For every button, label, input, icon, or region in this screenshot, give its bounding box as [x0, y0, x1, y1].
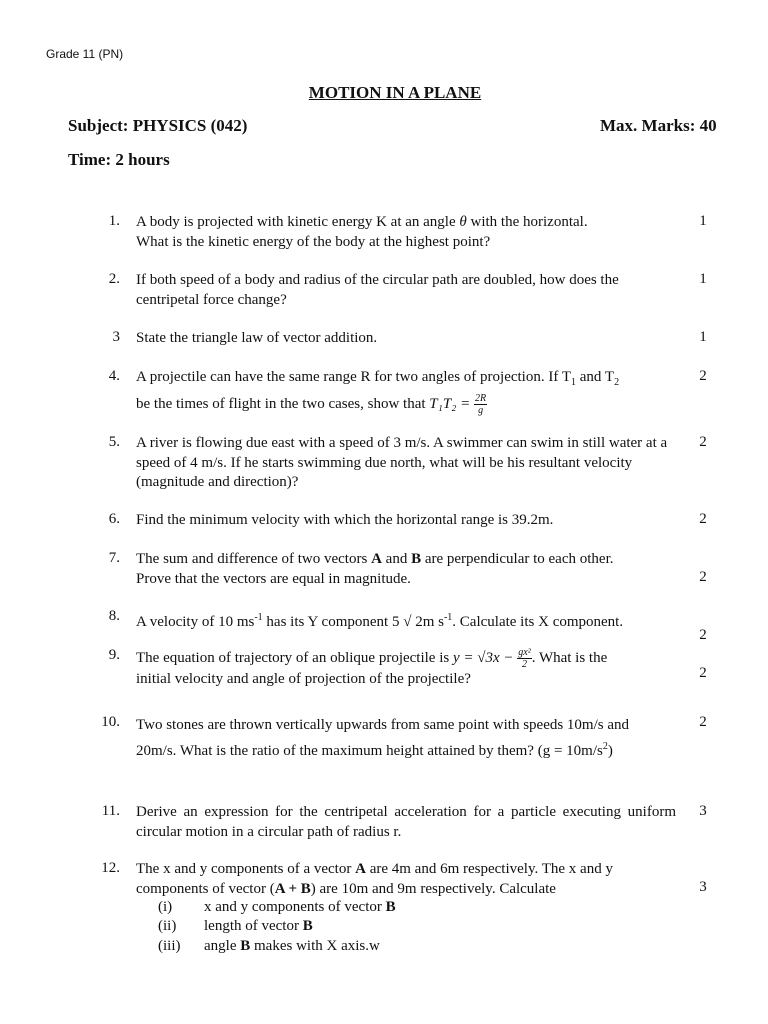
question-number: 3	[112, 329, 120, 345]
grade-label: Grade 11 (PN)	[46, 47, 124, 61]
time-label: Time: 2 hours	[68, 150, 170, 169]
question-marks: 2	[699, 627, 707, 643]
question-marks: 2	[699, 434, 707, 450]
question-text: A river is flowing due east with a speed of 3 m/s. A swimmer can swim in still water at a speed of 4 m/s. If he starts swimming due north, what will be his resultant velocity (magnitude and direction)?	[136, 435, 668, 490]
question-marks: 1	[699, 213, 707, 229]
fraction: $\frac{\text{gx²}}{2}$	[518, 647, 531, 670]
fraction: $\frac{2R}{g}$	[475, 392, 487, 416]
question-marks: 3	[699, 803, 707, 819]
question-text: If both speed of a body and radius of the circular path are doubled, how does the centripetal force change?	[136, 272, 619, 308]
sub-part-text: angle B makes with X axis.w	[204, 938, 380, 954]
sub-part-label: (iii)	[158, 938, 181, 954]
sub-part-label: (i)	[158, 899, 173, 915]
question-text: The equation of trajectory of an oblique projectile is y = √3x − $\frac{\text{gx²}}{2}$ . What is the initial velocity and angle of projection of the projectile?	[136, 647, 608, 687]
question-number: 7.	[108, 550, 120, 566]
question-marks: 3	[699, 879, 707, 895]
question-marks: 2	[699, 665, 707, 681]
question-marks: 2	[699, 511, 707, 527]
question-number: 11.	[101, 803, 120, 819]
question-text: The sum and difference of two vectors A and B are perpendicular to each other. Prove that the vectors are equal in magnitude.	[136, 551, 614, 587]
question-number: 4.	[108, 368, 120, 384]
question-marks: 2	[699, 368, 707, 384]
sub-part-text: length of vector B	[204, 918, 313, 934]
question-number: 5.	[108, 434, 120, 450]
page-title: MOTION IN A PLANE	[308, 83, 482, 102]
question-marks: 1	[699, 329, 707, 345]
question-text: Two stones are thrown vertically upwards from same point with speeds 10m/s and 20m/s. What is the ratio of the maximum height attained by them? $(g = 10m/s^2)$	[136, 717, 630, 759]
question-number: 8.	[108, 608, 120, 624]
question-text: State the triangle law of vector addition.	[136, 330, 378, 346]
question-number: 9.	[108, 647, 120, 663]
sub-part-label: (ii)	[158, 918, 177, 934]
question-text: The x and y components of a vector A are 4m and 6m respectively. The x and y components of vector (A + B) are 10m and 9m respectively. Calculate	[136, 861, 613, 897]
subject-label: Subject: PHYSICS (042)	[68, 116, 248, 135]
question-marks: 1	[699, 271, 707, 287]
question-text: A projectile can have the same range R for two angles of projection. If $T_1$ and $T_2$ be the times of flight in the two cases, show that T₁T₂ = $\frac{2R}{g}$	[136, 369, 620, 416]
question-text: Find the minimum velocity with which the horizontal range is 39.2m.	[136, 512, 554, 528]
question-text: Derive an expression for the centripetal acceleration for a particle executing uniform circular motion in a circular path of radius r.	[136, 804, 676, 840]
question-number: 12.	[101, 860, 120, 876]
question-number: 2.	[108, 271, 120, 287]
question-number: 10.	[101, 714, 120, 730]
question-number: 6.	[108, 511, 120, 527]
question-text: A velocity of 10 $ms^{-1}$ has its Y component 5 √ 2m $s^{-1}$. Calculate its X component.	[136, 612, 624, 630]
question-marks: 2	[699, 714, 707, 730]
question-number: 1.	[108, 213, 120, 229]
sub-part-text: x and y components of vector B	[204, 899, 396, 915]
question-text: A body is projected with kinetic energy K at an angle θ with the horizontal. What is the kinetic energy of the body at the highest point?	[136, 214, 588, 250]
question-marks: 2	[699, 569, 707, 585]
max-marks-label: Max. Marks: 40	[600, 116, 717, 135]
